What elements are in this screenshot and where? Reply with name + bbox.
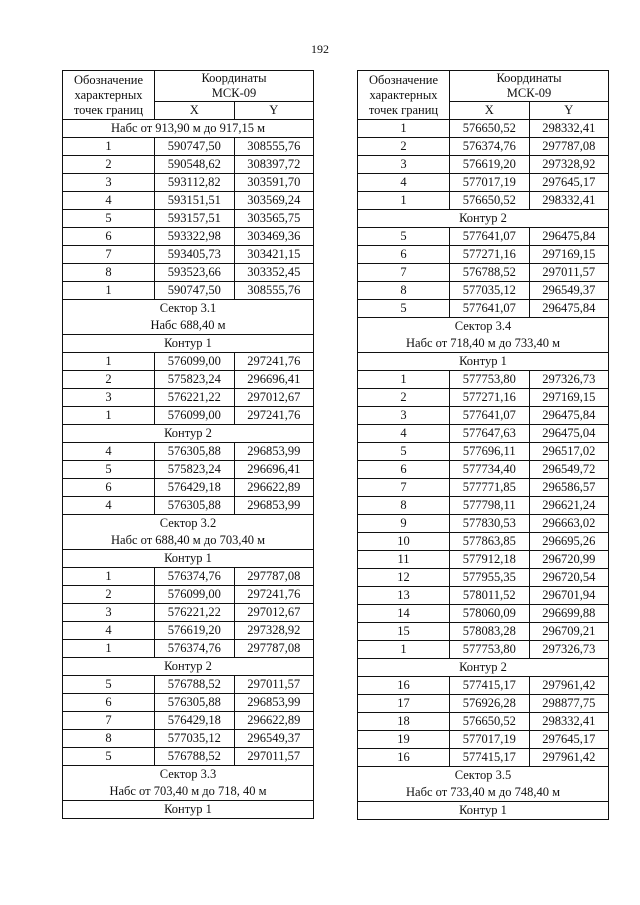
- x-coordinate: 577017,19: [450, 731, 529, 749]
- sector-elevation: Набс от 688,40 м до 703,40 м: [63, 532, 314, 550]
- table-row: [63, 586, 314, 604]
- x-coordinate: 576099,00: [155, 353, 234, 371]
- point-number: 4: [358, 174, 450, 192]
- designation-header-line: характерных: [369, 87, 438, 102]
- table-row: [358, 497, 609, 515]
- x-coordinate: 576221,22: [155, 389, 234, 407]
- table-row: [358, 479, 609, 497]
- point-number: 8: [63, 264, 155, 282]
- y-coordinate: 296720,99: [529, 551, 609, 569]
- point-number: 4: [63, 443, 155, 461]
- table-row: [358, 246, 609, 264]
- section-label: Набс от 913,90 м до 917,15 м: [63, 120, 314, 138]
- y-coordinate: 297787,08: [234, 640, 314, 658]
- point-number: 5: [63, 210, 155, 228]
- y-coordinate: 296475,84: [529, 300, 609, 318]
- x-coordinate: 577798,11: [450, 497, 529, 515]
- table-row: [358, 120, 609, 138]
- x-coordinate: 590747,50: [155, 282, 234, 300]
- table-row: [63, 246, 314, 264]
- section-label: Контур 2: [358, 210, 609, 228]
- y-coordinate: 296699,88: [529, 605, 609, 623]
- point-number: 1: [63, 353, 155, 371]
- sector-title: Сектор 3.4: [358, 318, 609, 336]
- x-coordinate: 576788,52: [155, 676, 234, 694]
- table-row: [63, 604, 314, 622]
- y-coordinate: 296853,99: [234, 497, 314, 515]
- header-row: [63, 71, 314, 102]
- y-coordinate: 298877,75: [529, 695, 609, 713]
- designation-header: [63, 71, 155, 120]
- point-number: 7: [63, 246, 155, 264]
- table-row: [63, 730, 314, 748]
- point-number: 4: [63, 622, 155, 640]
- table-row: [63, 282, 314, 300]
- y-coordinate: 296701,94: [529, 587, 609, 605]
- x-coordinate: 590747,50: [155, 138, 234, 156]
- x-coordinate: 577771,85: [450, 479, 529, 497]
- y-coordinate: 297326,73: [529, 371, 609, 389]
- table-row: [63, 138, 314, 156]
- point-number: 10: [358, 533, 450, 551]
- x-coordinate: 577912,18: [450, 551, 529, 569]
- table-row: [358, 695, 609, 713]
- table-row: [63, 228, 314, 246]
- section-row: [358, 659, 609, 677]
- table-row: [358, 587, 609, 605]
- x-coordinate: 577830,53: [450, 515, 529, 533]
- point-number: 3: [63, 389, 155, 407]
- x-coordinate: 590548,62: [155, 156, 234, 174]
- section-row: [358, 335, 609, 353]
- y-header: Y: [529, 102, 609, 120]
- point-number: 8: [358, 282, 450, 300]
- section-row: [63, 783, 314, 801]
- x-coordinate: 576650,52: [450, 192, 529, 210]
- section-row: [358, 802, 609, 820]
- x-coordinate: 575823,24: [155, 461, 234, 479]
- y-coordinate: 297241,76: [234, 586, 314, 604]
- table-row: [358, 551, 609, 569]
- y-coordinate: 303591,70: [234, 174, 314, 192]
- section-row: [358, 318, 609, 336]
- point-number: 2: [63, 371, 155, 389]
- x-coordinate: 576429,18: [155, 479, 234, 497]
- y-coordinate: 296517,02: [529, 443, 609, 461]
- section-row: [63, 120, 314, 138]
- coordinates-header-line: МСК-09: [211, 86, 257, 100]
- point-number: 13: [358, 587, 450, 605]
- table-row: [358, 731, 609, 749]
- x-coordinate: 576619,20: [155, 622, 234, 640]
- y-coordinate: 297961,42: [529, 677, 609, 695]
- section-label: Контур 1: [358, 802, 609, 820]
- x-coordinate: 576374,76: [155, 568, 234, 586]
- table-row: [358, 371, 609, 389]
- x-coordinate: 576374,76: [450, 138, 529, 156]
- x-header: X: [155, 102, 234, 120]
- table-row: [358, 713, 609, 731]
- point-number: 1: [63, 407, 155, 425]
- y-coordinate: 296696,41: [234, 461, 314, 479]
- table-row: [358, 461, 609, 479]
- x-coordinate: 578011,52: [450, 587, 529, 605]
- point-number: 7: [63, 712, 155, 730]
- y-coordinate: 297011,57: [529, 264, 609, 282]
- point-number: 2: [63, 156, 155, 174]
- x-coordinate: 577696,11: [450, 443, 529, 461]
- x-coordinate: 578083,28: [450, 623, 529, 641]
- designation-header-line: точек границ: [368, 102, 439, 117]
- x-coordinate: 577415,17: [450, 749, 529, 767]
- point-number: 2: [358, 138, 450, 156]
- point-number: 3: [63, 174, 155, 192]
- table-row: [63, 389, 314, 407]
- y-coordinate: 298332,41: [529, 192, 609, 210]
- x-coordinate: 578060,09: [450, 605, 529, 623]
- coordinates-header: [450, 71, 609, 102]
- point-number: 6: [358, 246, 450, 264]
- x-coordinate: 576619,20: [450, 156, 529, 174]
- point-number: 2: [358, 389, 450, 407]
- point-number: 3: [63, 604, 155, 622]
- section-label: Контур 1: [358, 353, 609, 371]
- sector-title: Сектор 3.2: [63, 515, 314, 533]
- point-number: 6: [63, 479, 155, 497]
- designation-header: [358, 71, 450, 120]
- table-row: [63, 210, 314, 228]
- x-coordinate: 576429,18: [155, 712, 234, 730]
- table-row: [63, 461, 314, 479]
- y-coordinate: 296853,99: [234, 694, 314, 712]
- x-coordinate: 577647,63: [450, 425, 529, 443]
- table-row: [358, 533, 609, 551]
- section-label: Контур 2: [358, 659, 609, 677]
- table-body-left: [63, 71, 314, 819]
- designation-header-line: Обозначение: [368, 72, 439, 87]
- point-number: 16: [358, 677, 450, 695]
- table-row: [358, 407, 609, 425]
- sector-elevation: Набс 688,40 м: [63, 317, 314, 335]
- y-coordinate: 296695,26: [529, 533, 609, 551]
- table-row: [358, 282, 609, 300]
- table-row: [63, 640, 314, 658]
- point-number: 4: [358, 425, 450, 443]
- x-coordinate: 577271,16: [450, 246, 529, 264]
- table-row: [63, 174, 314, 192]
- sector-title: Сектор 3.1: [63, 300, 314, 318]
- y-coordinate: 297961,42: [529, 749, 609, 767]
- section-row: [63, 766, 314, 784]
- table-row: [358, 264, 609, 282]
- y-coordinate: 297011,57: [234, 676, 314, 694]
- x-coordinate: 577955,35: [450, 569, 529, 587]
- x-coordinate: 593322,98: [155, 228, 234, 246]
- y-coordinate: 308397,72: [234, 156, 314, 174]
- table-row: [63, 568, 314, 586]
- table-row: [358, 515, 609, 533]
- x-coordinate: 577415,17: [450, 677, 529, 695]
- table-row: [358, 443, 609, 461]
- point-number: 5: [63, 748, 155, 766]
- point-number: 1: [358, 371, 450, 389]
- point-number: 6: [63, 228, 155, 246]
- coordinates-header-line: МСК-09: [506, 86, 552, 100]
- y-coordinate: 296709,21: [529, 623, 609, 641]
- y-coordinate: 296663,02: [529, 515, 609, 533]
- point-number: 4: [63, 192, 155, 210]
- x-coordinate: 576221,22: [155, 604, 234, 622]
- x-coordinate: 577734,40: [450, 461, 529, 479]
- section-row: [63, 300, 314, 318]
- table-row: [63, 479, 314, 497]
- point-number: 16: [358, 749, 450, 767]
- x-coordinate: 576926,28: [450, 695, 529, 713]
- point-number: 19: [358, 731, 450, 749]
- table-row: [358, 623, 609, 641]
- table-row: [358, 300, 609, 318]
- x-coordinate: 575823,24: [155, 371, 234, 389]
- x-coordinate: 577753,80: [450, 641, 529, 659]
- point-number: 1: [358, 192, 450, 210]
- page-number: 192: [311, 42, 329, 56]
- table-row: [358, 569, 609, 587]
- point-number: 1: [63, 282, 155, 300]
- table-row: [358, 677, 609, 695]
- section-row: [63, 425, 314, 443]
- section-label: Контур 2: [63, 425, 314, 443]
- table-row: [63, 497, 314, 515]
- x-coordinate: 576305,88: [155, 694, 234, 712]
- designation-header-line: точек границ: [73, 102, 144, 117]
- table-row: [358, 156, 609, 174]
- y-coordinate: 296621,24: [529, 497, 609, 515]
- table-row: [63, 712, 314, 730]
- point-number: 8: [63, 730, 155, 748]
- point-number: 14: [358, 605, 450, 623]
- y-coordinate: 303569,24: [234, 192, 314, 210]
- table-row: [358, 605, 609, 623]
- y-coordinate: 297169,15: [529, 389, 609, 407]
- y-coordinate: 296549,37: [234, 730, 314, 748]
- section-label: Контур 1: [63, 335, 314, 353]
- table-row: [63, 443, 314, 461]
- y-coordinate: 296475,84: [529, 228, 609, 246]
- x-coordinate: 576305,88: [155, 497, 234, 515]
- y-coordinate: 297645,17: [529, 174, 609, 192]
- x-coordinate: 576099,00: [155, 407, 234, 425]
- point-number: 5: [63, 461, 155, 479]
- y-coordinate: 297241,76: [234, 353, 314, 371]
- y-coordinate: 296586,57: [529, 479, 609, 497]
- y-coordinate: 296853,99: [234, 443, 314, 461]
- x-coordinate: 577641,07: [450, 300, 529, 318]
- point-number: 4: [63, 497, 155, 515]
- y-coordinate: 296549,37: [529, 282, 609, 300]
- sector-title: Сектор 3.5: [358, 767, 609, 785]
- y-coordinate: 297326,73: [529, 641, 609, 659]
- table-row: [63, 353, 314, 371]
- x-coordinate: 593405,73: [155, 246, 234, 264]
- section-label: Контур 2: [63, 658, 314, 676]
- coordinates-header-line: Координаты: [496, 71, 562, 85]
- x-coordinate: 576099,00: [155, 586, 234, 604]
- y-coordinate: 303565,75: [234, 210, 314, 228]
- x-coordinate: 577035,12: [155, 730, 234, 748]
- y-coordinate: 296475,84: [529, 407, 609, 425]
- y-coordinate: 297645,17: [529, 731, 609, 749]
- point-number: 1: [63, 568, 155, 586]
- table-row: [358, 192, 609, 210]
- x-coordinate: 577641,07: [450, 228, 529, 246]
- table-row: [358, 174, 609, 192]
- coordinates-table-right: [357, 70, 609, 820]
- point-number: 7: [358, 264, 450, 282]
- point-number: 18: [358, 713, 450, 731]
- table-row: [63, 264, 314, 282]
- x-coordinate: 593157,51: [155, 210, 234, 228]
- coordinates-header-line: Координаты: [201, 71, 267, 85]
- x-coordinate: 577017,19: [450, 174, 529, 192]
- section-row: [63, 658, 314, 676]
- sector-elevation: Набс от 703,40 м до 718, 40 м: [63, 783, 314, 801]
- point-number: 1: [63, 640, 155, 658]
- section-row: [358, 353, 609, 371]
- point-number: 6: [358, 461, 450, 479]
- y-coordinate: 297011,57: [234, 748, 314, 766]
- sector-elevation: Набс от 733,40 м до 748,40 м: [358, 784, 609, 802]
- y-coordinate: 297012,67: [234, 389, 314, 407]
- section-label: Контур 1: [63, 801, 314, 819]
- table-row: [63, 622, 314, 640]
- y-coordinate: 297328,92: [529, 156, 609, 174]
- x-coordinate: 577035,12: [450, 282, 529, 300]
- x-coordinate: 593151,51: [155, 192, 234, 210]
- section-row: [63, 532, 314, 550]
- y-coordinate: 308555,76: [234, 282, 314, 300]
- y-header: Y: [234, 102, 314, 120]
- y-coordinate: 296696,41: [234, 371, 314, 389]
- y-coordinate: 297012,67: [234, 604, 314, 622]
- table-row: [358, 641, 609, 659]
- y-coordinate: 303469,36: [234, 228, 314, 246]
- point-number: 5: [358, 300, 450, 318]
- designation-header-line: характерных: [74, 87, 143, 102]
- x-coordinate: 576788,52: [155, 748, 234, 766]
- table-row: [63, 748, 314, 766]
- x-coordinate: 576305,88: [155, 443, 234, 461]
- y-coordinate: 298332,41: [529, 120, 609, 138]
- x-coordinate: 576650,52: [450, 120, 529, 138]
- section-row: [63, 550, 314, 568]
- point-number: 3: [358, 156, 450, 174]
- y-coordinate: 296549,72: [529, 461, 609, 479]
- table-row: [358, 749, 609, 767]
- y-coordinate: 297241,76: [234, 407, 314, 425]
- table-row: [63, 156, 314, 174]
- point-number: 17: [358, 695, 450, 713]
- x-coordinate: 577271,16: [450, 389, 529, 407]
- section-row: [358, 784, 609, 802]
- point-number: 1: [358, 641, 450, 659]
- table-row: [358, 389, 609, 407]
- table-row: [63, 371, 314, 389]
- x-coordinate: 577863,85: [450, 533, 529, 551]
- y-coordinate: 308555,76: [234, 138, 314, 156]
- y-coordinate: 298332,41: [529, 713, 609, 731]
- section-row: [63, 515, 314, 533]
- y-coordinate: 297787,08: [234, 568, 314, 586]
- section-row: [358, 767, 609, 785]
- y-coordinate: 297328,92: [234, 622, 314, 640]
- section-row: [63, 801, 314, 819]
- x-coordinate: 577753,80: [450, 371, 529, 389]
- section-row: [358, 210, 609, 228]
- x-header: X: [450, 102, 529, 120]
- designation-header-line: Обозначение: [73, 72, 144, 87]
- point-number: 1: [63, 138, 155, 156]
- sector-title: Сектор 3.3: [63, 766, 314, 784]
- point-number: 2: [63, 586, 155, 604]
- section-label: Контур 1: [63, 550, 314, 568]
- section-row: [63, 335, 314, 353]
- table-body-right: [358, 71, 609, 820]
- x-coordinate: 593523,66: [155, 264, 234, 282]
- sector-elevation: Набс от 718,40 м до 733,40 м: [358, 335, 609, 353]
- point-number: 7: [358, 479, 450, 497]
- point-number: 8: [358, 497, 450, 515]
- table-row: [63, 694, 314, 712]
- point-number: 12: [358, 569, 450, 587]
- x-coordinate: 576374,76: [155, 640, 234, 658]
- table-row: [358, 138, 609, 156]
- table-row: [63, 676, 314, 694]
- x-coordinate: 576650,52: [450, 713, 529, 731]
- y-coordinate: 297787,08: [529, 138, 609, 156]
- x-coordinate: 593112,82: [155, 174, 234, 192]
- y-coordinate: 303352,45: [234, 264, 314, 282]
- point-number: 5: [63, 676, 155, 694]
- x-coordinate: 576788,52: [450, 264, 529, 282]
- table-row: [63, 192, 314, 210]
- y-coordinate: 303421,15: [234, 246, 314, 264]
- table-row: [63, 407, 314, 425]
- point-number: 11: [358, 551, 450, 569]
- y-coordinate: 296720,54: [529, 569, 609, 587]
- y-coordinate: 296622,89: [234, 712, 314, 730]
- point-number: 9: [358, 515, 450, 533]
- point-number: 15: [358, 623, 450, 641]
- section-row: [63, 317, 314, 335]
- point-number: 5: [358, 443, 450, 461]
- y-coordinate: 297169,15: [529, 246, 609, 264]
- table-row: [358, 228, 609, 246]
- point-number: 5: [358, 228, 450, 246]
- point-number: 1: [358, 120, 450, 138]
- x-coordinate: 577641,07: [450, 407, 529, 425]
- y-coordinate: 296475,04: [529, 425, 609, 443]
- header-row: [358, 71, 609, 102]
- coordinates-header: [155, 71, 314, 102]
- point-number: 3: [358, 407, 450, 425]
- point-number: 6: [63, 694, 155, 712]
- coordinates-table-left: [62, 70, 314, 819]
- y-coordinate: 296622,89: [234, 479, 314, 497]
- table-row: [358, 425, 609, 443]
